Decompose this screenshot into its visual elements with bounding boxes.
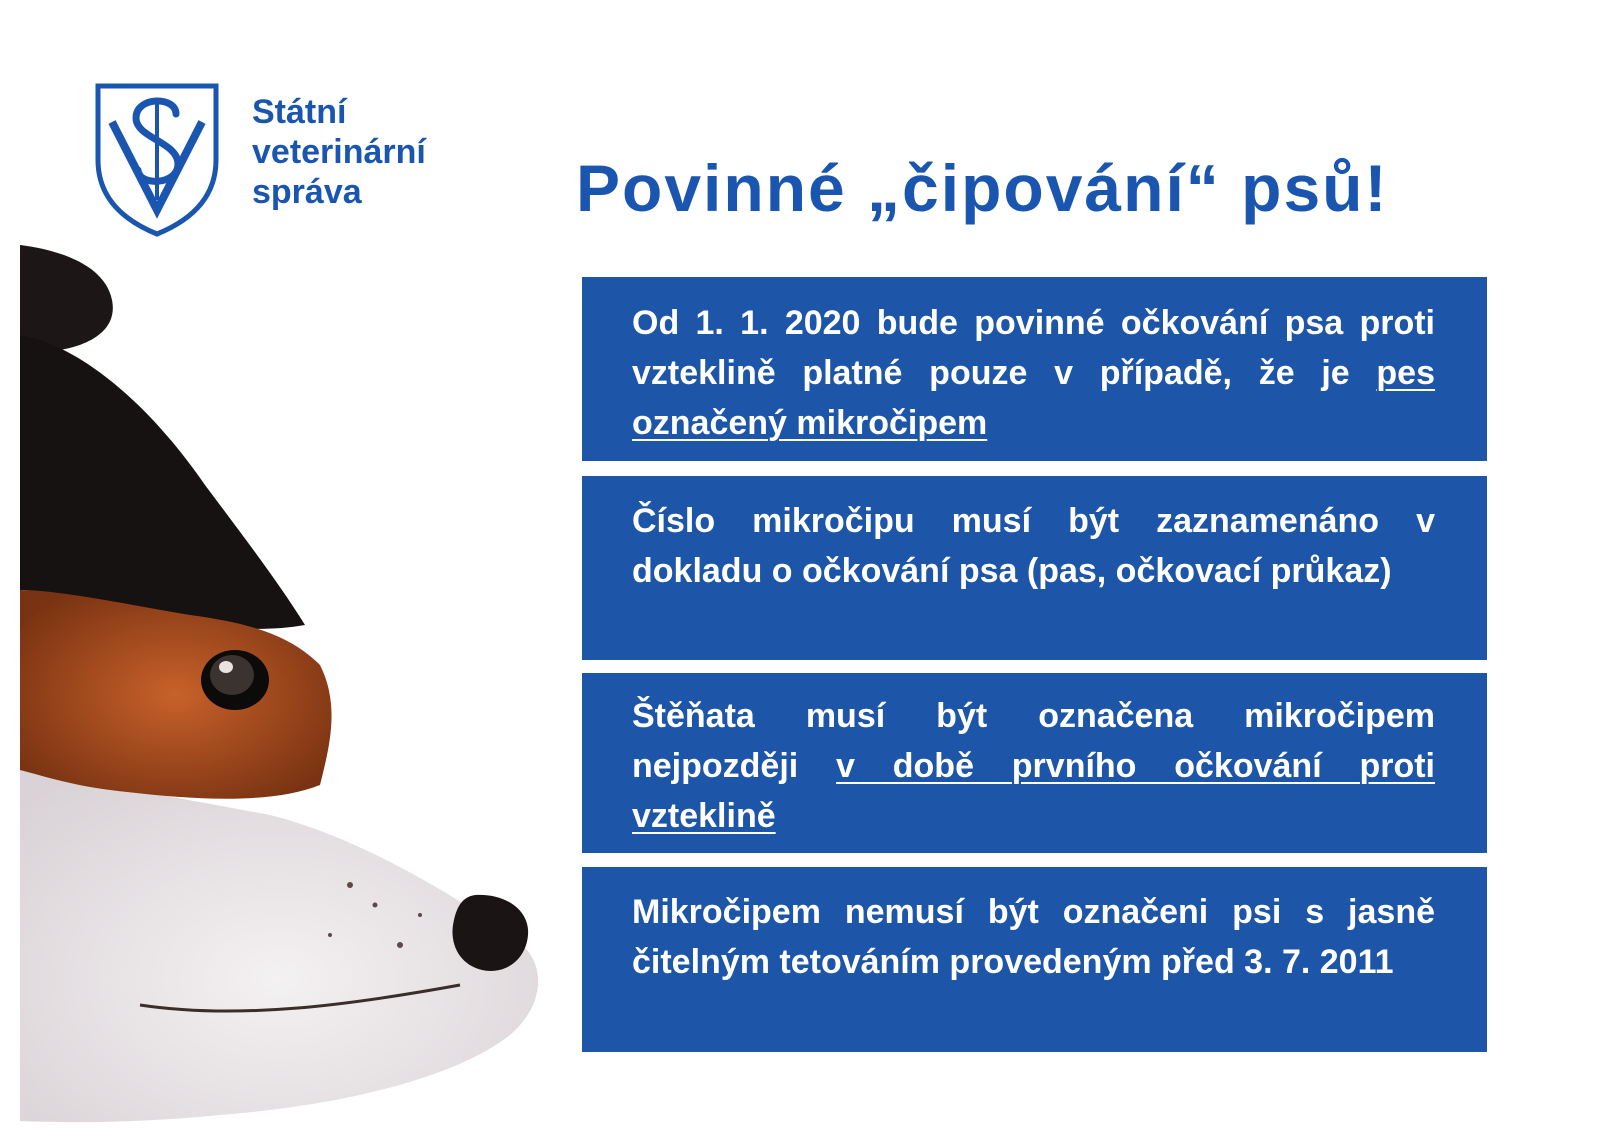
info-box-1-underlined: pes označený mikročipem xyxy=(632,354,1435,442)
organization-name xyxy=(252,92,426,212)
organization-name-line2: veterinární xyxy=(252,133,426,171)
organization-name-line3: správa xyxy=(252,173,362,211)
info-box-3 xyxy=(582,673,1487,853)
info-box-1 xyxy=(582,277,1487,461)
info-box-3-underlined: v době prvního očkování proti vzteklině xyxy=(632,747,1435,835)
svs-shield-caduceus-icon xyxy=(94,82,220,238)
organization-name-line1: Státní xyxy=(252,93,347,131)
info-box-2-text: Číslo mikročipu musí být zaznamenáno v dokladu o očkování psa (pas, očkovací průkaz) xyxy=(632,502,1435,590)
info-box-1-text: Od 1. 1. 2020 bude povinné očkování psa proti vzteklině platné pouze v případě, že je xyxy=(632,304,1435,392)
info-box-4-text: Mikročipem nemusí být označeni psi s jasně čitelným tetováním provedeným před 3. 7. 2011 xyxy=(632,893,1435,981)
info-box-2 xyxy=(582,476,1487,660)
dog-profile-image xyxy=(20,245,560,1125)
info-box-4 xyxy=(582,867,1487,1052)
info-box-3-text: Štěňata musí být označena mikročipem nejpozději xyxy=(632,697,1435,785)
page-title: Povinné „čipování“ psů! xyxy=(576,151,1389,225)
